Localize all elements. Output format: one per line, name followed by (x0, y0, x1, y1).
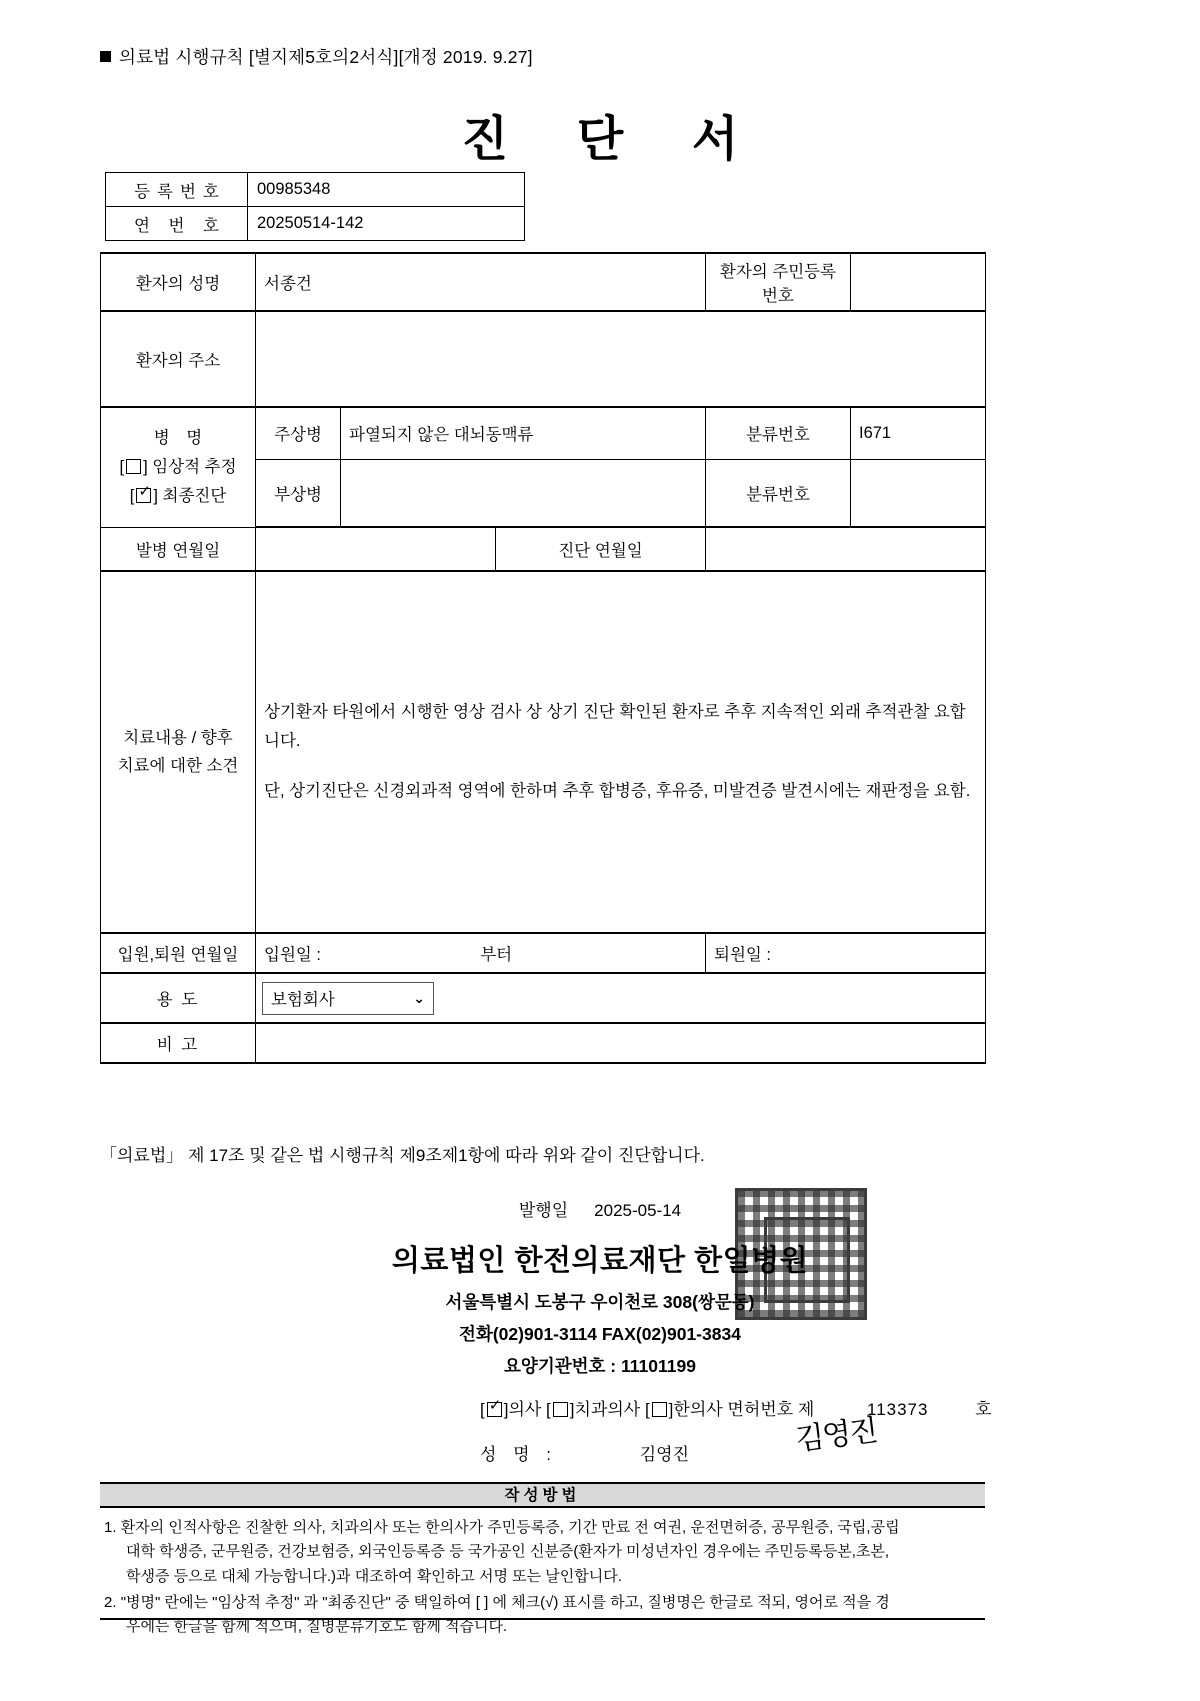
instructions-heading: 작성방법 (100, 1482, 985, 1508)
issue-date-value: 2025-05-14 (594, 1201, 682, 1220)
hospital-info-block (0, 1238, 1200, 1385)
discharge-date-label: 퇴원일 : (714, 946, 771, 964)
practitioner-signature: 김영진 (793, 1413, 879, 1458)
form-reference-text: 의료법 시행규칙 [별지제5호의2서식][개정 2019. 9.27] (119, 47, 533, 67)
table-row-primary-diagnosis (101, 407, 986, 459)
instruction-item (104, 1516, 994, 1589)
primary-code-value: I671 (851, 407, 986, 459)
treatment-note-paragraph: 상기환자 타원에서 시행한 영상 검사 상 상기 진단 확인된 환자로 추후 지속적인 외래 추적관찰 요합니다. (264, 702, 966, 750)
treatment-notes-label-cell (101, 571, 256, 933)
registration-table (105, 172, 525, 241)
patient-address-label: 환자의 주소 (101, 311, 256, 407)
treatment-notes-value (256, 571, 986, 933)
patient-name-label: 환자의 성명 (101, 253, 256, 311)
diagnosis-date-label: 진단 연월일 (496, 527, 706, 571)
serial-number-value: 20250514-142 (248, 207, 525, 241)
primary-code-label: 분류번호 (706, 407, 851, 459)
hospital-address: 서울특별시 도봉구 우이천로 308(쌍문동) (445, 1292, 755, 1312)
practitioner-name-label: 성 명 : (480, 1445, 558, 1464)
chevron-down-icon: ⌄ (413, 989, 425, 1006)
black-square-bullet-icon (100, 51, 111, 62)
clinical-estimate-option[interactable]: [ ] 임상적 추정 (119, 457, 237, 476)
instruction-line: 환자의 인적사항은 진찰한 의사, 치과의사 또는 한의사가 주민등록증, 기간 만료 전 여권, 운전면허증, 공무원증, 국립,공립 (120, 1519, 900, 1536)
secondary-diagnosis-label: 부상병 (256, 459, 341, 527)
legal-statement: 「의료법」 제 17조 및 같은 법 시행규칙 제9조제1항에 따라 위와 같이 진단합니다. (100, 1146, 705, 1165)
admission-dates-label: 입원,퇴원 연월일 (101, 933, 256, 973)
patient-ssn-label: 환자의 주민등록번호 (706, 253, 851, 311)
table-row-treatment-notes (101, 571, 986, 933)
diagnosis-date-value (706, 527, 986, 571)
clinical-estimate-label: 임상적 추정 (152, 457, 237, 476)
table-row-dates (101, 527, 986, 571)
discharge-date-cell (706, 933, 986, 973)
purpose-label: 용 도 (101, 973, 256, 1023)
final-diagnosis-checkbox-icon[interactable] (136, 488, 151, 503)
table-row-patient-name (101, 253, 986, 311)
diagnosis-section-label: 병 명 (153, 428, 209, 447)
treatment-notes-label-line1: 치료내용 / 향후 (123, 728, 233, 747)
secondary-code-label: 분류번호 (706, 459, 851, 527)
registration-number-label: 등록번호 (106, 173, 248, 207)
instructions-body (104, 1516, 994, 1641)
primary-diagnosis-value: 파열되지 않은 대뇌동맥류 (341, 407, 706, 459)
doctor-label: 의사 (508, 1400, 542, 1419)
treatment-note-paragraph: 단, 상기진단은 신경외과적 영역에 한하며 추후 합병증, 후유증, 미발견증 발견시에는 재판정을 요함. (264, 782, 971, 801)
instruction-line: 학생증 등으로 대체 가능합니다.)과 대조하여 확인하고 서명 또는 날인합니다. (126, 1567, 622, 1585)
remarks-label: 비 고 (101, 1023, 256, 1063)
secondary-diagnosis-value (341, 459, 706, 527)
primary-diagnosis-label: 주상병 (256, 407, 341, 459)
practitioner-name-line (480, 1440, 689, 1465)
hospital-phone: 전화(02)901-3114 FAX(02)901-3834 (459, 1324, 741, 1344)
onset-date-label: 발병 연월일 (101, 527, 256, 571)
oriental-doctor-label: 한의사 (673, 1400, 723, 1419)
diagnosis-section-label-cell (101, 407, 256, 527)
purpose-value-cell (256, 973, 986, 1023)
admission-date-cell (256, 933, 706, 973)
purpose-select[interactable] (262, 982, 434, 1015)
clinical-estimate-checkbox-icon[interactable] (126, 459, 141, 474)
serial-number-label: 연 번 호 (106, 207, 248, 241)
form-reference-header (100, 44, 533, 69)
patient-name-value: 서종건 (256, 253, 706, 311)
instruction-line: 대학 학생증, 군무원증, 건강보험증, 외국인등록증 등 국가공인 신분증(환자가 미성년자인 경우에는 주민등록등본,초본, (126, 1543, 890, 1561)
instruction-number: 1. (104, 1519, 117, 1536)
table-row-admission (101, 933, 986, 973)
onset-date-value (256, 527, 496, 571)
final-diagnosis-label: 최종진단 (162, 486, 227, 505)
admit-from-label: 부터 (480, 946, 513, 964)
table-row-purpose (101, 973, 986, 1023)
hospital-name: 의료법인 한전의료재단 한일병원 (391, 1245, 809, 1277)
issue-date-line (0, 1196, 1200, 1221)
secondary-code-value (851, 459, 986, 527)
certificate-main-table (100, 252, 986, 1064)
hospital-institution-number: 요양기관번호 : 11101199 (504, 1356, 696, 1376)
remarks-value (256, 1023, 986, 1063)
license-number-value: 113373 (867, 1400, 929, 1419)
treatment-notes-label-line2: 치료에 대한 소견 (117, 757, 239, 775)
license-number-suffix: 호 (975, 1400, 992, 1419)
license-number-label: 면허번호 제 (727, 1400, 815, 1419)
instruction-line: "병명" 란에는 "임상적 추정" 과 "최종진단" 중 택일하여 [ ] 에 체크(√) 표시를 하고, 질병명은 한글로 적되, 영어로 적을 경 (120, 1593, 890, 1611)
patient-ssn-value (851, 253, 986, 311)
table-row-patient-address (101, 311, 986, 407)
admit-date-label: 입원일 : (264, 946, 321, 964)
instruction-number: 2. (104, 1593, 117, 1611)
issue-date-label: 발행일 (518, 1201, 569, 1220)
purpose-selected-value: 보험회사 (271, 991, 335, 1009)
practitioner-name-value: 김영진 (639, 1445, 690, 1464)
instruction-item (104, 1591, 994, 1640)
oriental-doctor-checkbox-icon[interactable] (652, 1402, 667, 1417)
patient-address-value (256, 311, 986, 407)
registration-number-value: 00985348 (248, 173, 525, 207)
dentist-checkbox-icon[interactable] (553, 1402, 568, 1417)
dentist-label: 치과의사 (574, 1400, 641, 1419)
instruction-line: 우에는 한글을 함께 적으며, 질병분류기호도 함께 적습니다. (126, 1618, 508, 1636)
table-row-remarks (101, 1023, 986, 1063)
page-title: 진 단 서 (461, 111, 765, 167)
final-diagnosis-option[interactable]: [ ✓ ] 최종진단 (109, 482, 247, 511)
table-row (106, 207, 525, 241)
practitioner-license-line: [ ✓ ]의사 [ ]치과의사 [ ]한의사 면허번호 제 113373 호 (480, 1395, 992, 1420)
bottom-divider (100, 1618, 985, 1620)
table-row (106, 173, 525, 207)
doctor-checkbox-icon[interactable] (487, 1402, 502, 1417)
